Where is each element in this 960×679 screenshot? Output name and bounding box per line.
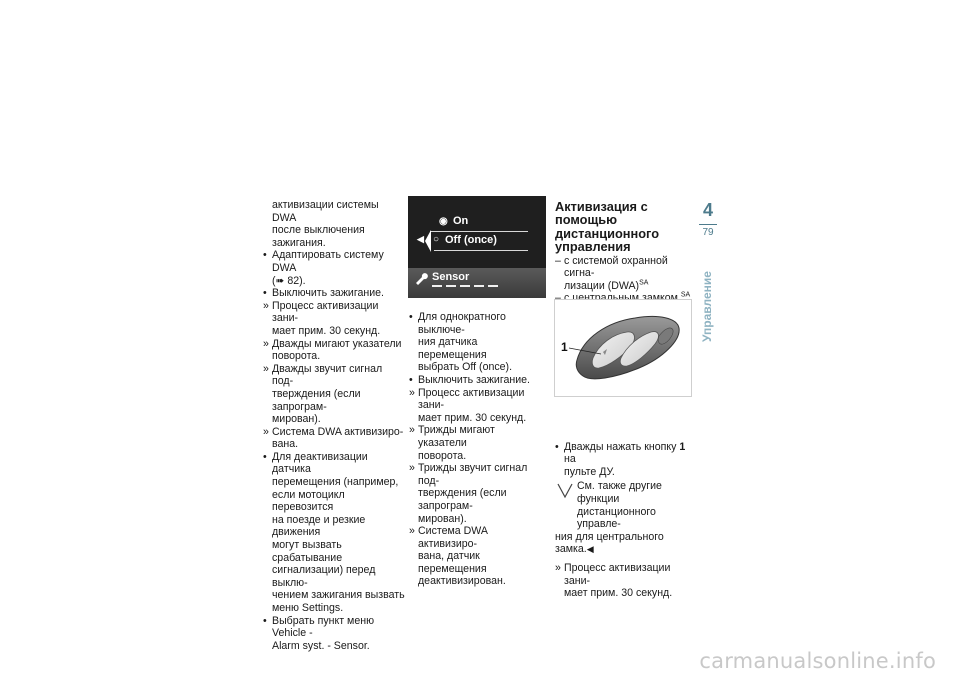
result-marker: » [409,525,415,538]
item-text: мирован). [418,512,467,525]
intro-line: после выключения зажигания. [272,224,365,249]
item-text: Выключить зажигание. [272,287,384,300]
item-text: Система DWA активизиро- [418,525,488,550]
special-accessory-mark: SA [639,279,649,287]
bullet-marker: • [409,373,413,386]
item-text: (➠ 82). [272,274,306,287]
item-text: вана. [272,438,299,451]
note-check-icon [555,481,575,501]
bullet-marker: • [263,249,267,262]
heading-line: дистанционного [555,225,660,241]
item-text: мает прим. 30 секунд. [418,411,527,424]
item-text: чением зажигания вызвать [272,589,405,602]
result-item [409,462,546,525]
dash-marker: – [555,254,561,267]
wrench-icon [414,271,428,285]
item-text: если мотоцикл перевозится [272,488,345,514]
column-1 [263,199,405,652]
item-text: Дважды мигают указатели [272,337,402,350]
step-item [263,451,405,615]
note-text: См. также другие функции [577,480,662,505]
item-text: ния датчика перемещения [418,336,487,361]
step-text: Дважды нажать кнопку [564,440,680,453]
section-title-vertical: Управление [700,271,714,342]
item-text: на поезде и резкие движения [272,513,366,539]
result-marker: » [263,299,269,312]
item-text: Процесс активизации зани- [272,299,379,325]
item-text: вана, датчик перемещения [418,550,487,575]
item-text: мает прим. 30 секунд. [272,324,381,337]
item-text: деактивизирован. [418,575,506,588]
end-marker-icon: ◀ [586,544,594,555]
watermark-footer: carmanualsonline.info [699,649,936,673]
arrow-left-icon: ◀ [417,234,424,244]
progress-dash [460,285,470,287]
item-text: могут вызвать срабатывание [272,539,343,564]
step-item [263,249,405,287]
special-accessory-mark: SA [680,291,691,299]
item-text: сигнализации) перед выклю- [272,564,376,589]
item-text: Трижды мигают указатели [418,424,495,449]
bullet-marker: • [263,450,267,463]
col1-list [263,249,405,652]
note-text: дистанционного управле- [577,505,656,531]
requirement-text: с системой охранной сигна- [564,254,668,280]
menu-divider [430,231,528,232]
figure-callout-1: 1 [561,340,568,354]
dashboard-display-image [408,196,546,298]
result-marker: » [555,561,561,574]
column-2 [409,311,546,588]
step-item [263,615,405,653]
chapter-divider [699,224,717,225]
sensor-label: Sensor [432,271,470,283]
step-text: на [564,453,576,466]
progress-dash [488,285,498,287]
item-text: мирован). [272,413,321,426]
result-marker: » [409,424,415,437]
item-text: тверждения (если запрограм- [272,387,361,413]
result-marker: » [263,362,269,375]
bullet-marker: • [409,311,413,323]
option-off-label: Off (once) [445,234,497,246]
result-marker: » [409,386,415,399]
heading-line: Активизация с помощью [555,199,648,228]
requirement-text: лизации (DWA) [564,279,640,292]
item-text: Для однократного выключе- [418,311,506,336]
key-fob-figure [554,299,692,397]
result-text: Процесс активизации зани- [564,561,671,587]
item-text: Адаптировать систему DWA [272,249,384,274]
bullet-marker: • [555,440,559,453]
radio-selected-icon: ◉ [439,216,448,227]
selection-pointer-icon [425,230,431,252]
column-3 [555,200,695,600]
chapter-number: 4 [702,200,713,220]
progress-dash [446,285,456,287]
result-item [409,424,546,462]
option-on-label: On [453,215,469,227]
bullet-marker: • [263,287,267,300]
heading-line: управления [555,239,631,255]
key-fob-illustration [555,300,691,396]
result-marker: » [263,337,269,350]
item-text: Дважды звучит сигнал под- [272,362,383,388]
item-text: Alarm syst. - Sensor. [272,639,370,652]
intro-line: активизации системы DWA [272,199,379,224]
step-item [409,374,546,387]
note-text: ния для центрального замка. [555,530,664,556]
item-text: поворота. [272,350,321,363]
progress-dash [432,285,442,287]
item-text: Система DWA активизиро- [272,425,404,438]
item-text: Для деактивизации датчика [272,450,368,476]
result-item [263,363,405,426]
item-text: перемещения (например, [272,476,399,489]
radio-empty-icon: ○ [433,234,440,245]
result-item [263,300,405,338]
page-number: 79 [702,227,714,238]
item-text: меню Settings. [272,602,344,614]
button-number: 1 [679,440,686,453]
step-item [409,311,546,374]
result-item [409,525,546,588]
item-text: тверждения (если запрограм- [418,487,507,512]
menu-divider [434,250,528,251]
result-item [263,426,405,451]
result-item [555,562,695,600]
progress-dash [474,285,484,287]
item-text: поворота. [418,449,467,462]
step-text: пульте ДУ. [564,465,615,478]
item-text: Процесс активизации зани- [418,386,525,412]
bullet-marker: • [263,614,267,627]
sensor-bar [408,268,546,298]
result-item [263,338,405,363]
result-marker: » [409,462,415,475]
result-text: мает прим. 30 секунд. [564,587,673,600]
col2-list [409,311,546,588]
item-text: выбрать Off (once). [418,361,513,374]
result-marker: » [263,425,269,438]
item-text: Выбрать пункт меню Vehicle - [272,614,375,640]
step-item [263,287,405,300]
step-item [555,441,695,479]
requirement-item [555,255,695,293]
note-block [555,480,695,556]
item-text: Выключить зажигание. [418,373,530,386]
section-heading [555,200,695,254]
result-item [409,387,546,425]
item-text: Трижды звучит сигнал под- [418,462,528,487]
